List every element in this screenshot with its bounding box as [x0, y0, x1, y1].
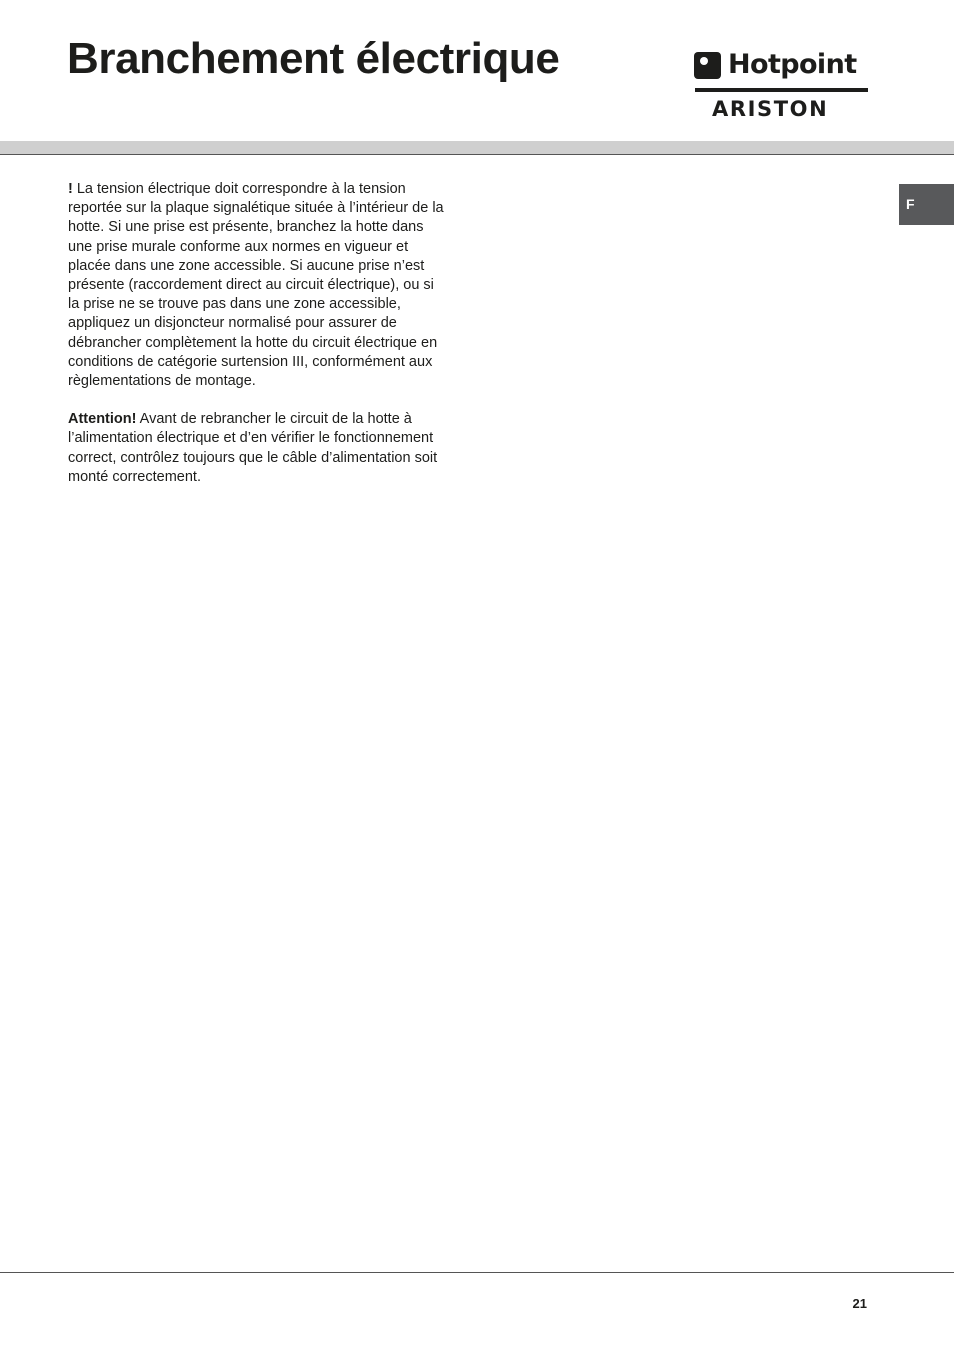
warning-marker: ! — [68, 181, 73, 197]
logo-top-row — [694, 46, 857, 84]
logo-brand-name: Hotpoint — [728, 49, 857, 80]
attention-label: Attention! — [68, 411, 137, 428]
page-title: Branchement électrique — [67, 34, 560, 83]
page-number: 21 — [852, 1296, 867, 1311]
header-band — [0, 141, 954, 155]
footer-divider — [0, 1272, 954, 1273]
body-text — [68, 180, 448, 506]
logo-sub-name: ARISTON — [712, 97, 829, 121]
attention-text: Avant de rebrancher le circuit de la hotte à l’alimentation électrique et d’en vérifier le fonctionnement correct, contrôlez toujours que le câble d’alimentation soit monté correctement. — [68, 411, 438, 485]
attention-paragraph — [68, 410, 448, 487]
language-tab: F — [899, 184, 954, 225]
brand-logo — [694, 46, 869, 122]
logo-mark-icon — [694, 52, 721, 79]
warning-paragraph — [68, 180, 448, 391]
logo-divider — [695, 88, 868, 92]
warning-text: La tension électrique doit correspondre à la tension reportée sur la plaque signalétique située à l’intérieur de la hotte. Si une prise est présente, branchez la hotte dans une prise murale conforme aux normes en vigueur et placée dans une zone accessible. Si aucune prise n’est présente (raccordement direct au circuit électrique), ou si la prise ne se trouve pas dans une zone accessible, appliquez un disjoncteur normalisé pour assurer de débrancher complètement la hotte du circuit électrique en conditions de catégorie surtension III, conformément aux règlementations de montage. — [68, 181, 444, 390]
